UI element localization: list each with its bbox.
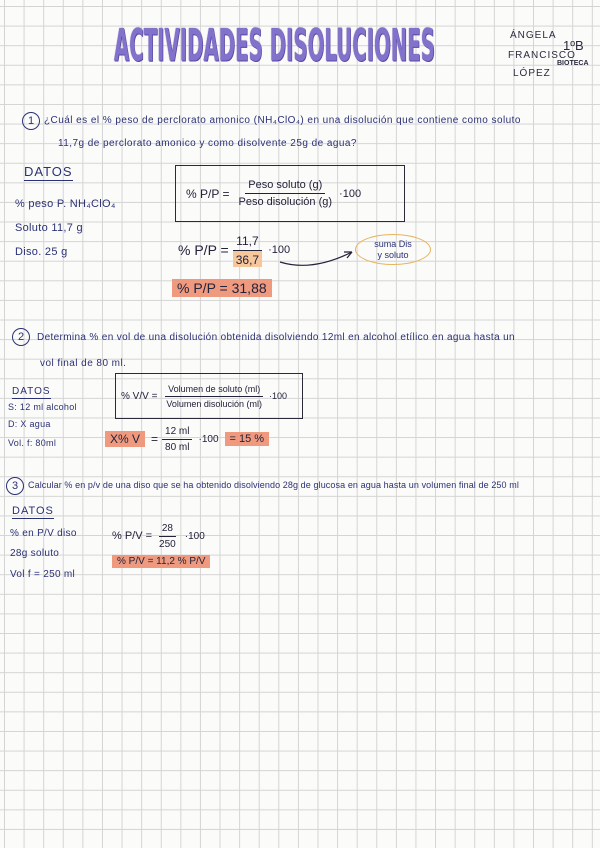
formula-fraction: [235, 179, 335, 208]
formula-fraction: [163, 384, 265, 409]
calc-lhs: % P/P =: [178, 242, 229, 258]
question-1-text-line2: 11,7g de perclorato amonico y como disolvente 25g de agua?: [58, 138, 357, 149]
formula-lhs: % V/V =: [121, 390, 158, 402]
q1-datos-item: % peso P. NH₄ClO₄: [15, 198, 116, 210]
formula-factor: ·100: [339, 187, 362, 200]
question-2-text-line1: Determina % en vol de una disolución obtenida disolviendo 12ml en alcohol etílico en agua hasta un: [37, 332, 515, 343]
fraction-denominator: 80 ml: [165, 441, 190, 453]
formula-lhs: % P/P =: [186, 186, 230, 201]
calc-fraction: [233, 234, 262, 267]
question-3-number: 3: [6, 477, 24, 495]
student-surname-2: LÓPEZ: [513, 68, 551, 79]
calc-lhs: % P/V =: [112, 530, 153, 542]
q2-calculation: [105, 424, 269, 454]
q3-result: % P/V = 11,2 % P/V: [112, 555, 210, 568]
calc-factor: ·100: [184, 530, 205, 542]
q2-result: = 15 %: [225, 432, 270, 446]
fraction-denominator: Volumen disolución (ml): [166, 398, 262, 409]
q1-datos-item: Diso. 25 g: [15, 246, 68, 258]
q1-datos-item: Soluto 11,7 g: [15, 222, 83, 234]
student-group: 1ºB: [563, 38, 584, 53]
q2-datos-item: D: X agua: [8, 419, 51, 429]
note-line2: y soluto: [377, 249, 409, 260]
question-1-text-line1: ¿Cuál es el % peso de perclorato amonico (NH₄ClO₄) en una disolución que contiene como soluto: [44, 115, 521, 126]
question-3-text-line1: Calcular % en p/v de una diso que se ha obtenido disolviendo 28g de glucosa en agua hasta un volumen final de 250 ml: [28, 480, 519, 490]
q3-datos-item: 28g soluto: [10, 548, 60, 559]
fraction-numerator: 28: [159, 523, 176, 537]
q3-datos-item: Vol f = 250 ml: [10, 569, 76, 580]
student-surname-1: FRANCISCO: [508, 50, 576, 61]
fraction-numerator: Volumen de soluto (ml): [165, 384, 263, 397]
fraction-denominator: 250: [159, 538, 176, 550]
fraction-numerator: 12 ml: [162, 426, 192, 440]
calc-fraction: [162, 426, 192, 453]
question-2-number: 2: [12, 328, 30, 346]
fraction-numerator: 11,7: [233, 234, 261, 251]
calc-fraction: [156, 523, 179, 550]
fraction-denominator-highlighted: 36,7: [233, 251, 262, 267]
calc-lhs-highlighted: X% V: [105, 431, 145, 447]
page-title: ACTIVIDADES DISOLUCIONES: [114, 20, 435, 72]
note-line1: suma Dis: [374, 238, 412, 249]
question-2-text-line2: vol final de 80 ml.: [40, 358, 127, 369]
q2-datos-item: S: 12 ml alcohol: [8, 402, 77, 412]
q3-datos-heading: DATOS: [12, 505, 54, 517]
calc-equals: =: [151, 432, 159, 446]
q1-datos-heading: DATOS: [24, 164, 73, 179]
q3-calculation: [112, 521, 205, 551]
fraction-denominator: Peso disolución (g): [238, 196, 333, 208]
q3-datos-item: % en P/V diso: [10, 528, 77, 539]
question-1-number: 1: [22, 112, 40, 130]
q2-datos-heading: DATOS: [12, 386, 51, 397]
student-first-name: ÁNGELA: [510, 30, 557, 41]
calc-factor: ·100: [198, 433, 219, 445]
calc-factor: ·100: [268, 244, 291, 256]
fraction-numerator: Peso soluto (g): [245, 179, 325, 194]
q2-datos-item: Vol. f: 80ml: [8, 438, 57, 448]
formula-factor: ·100: [268, 391, 287, 401]
q2-formula-box: [115, 373, 303, 419]
arrow-icon: [272, 238, 362, 272]
q1-result: % P/P = 31,88: [172, 279, 272, 297]
q1-formula-box: [175, 165, 405, 222]
sum-note-oval: [355, 234, 431, 265]
student-course: BIOTECA: [557, 60, 589, 67]
